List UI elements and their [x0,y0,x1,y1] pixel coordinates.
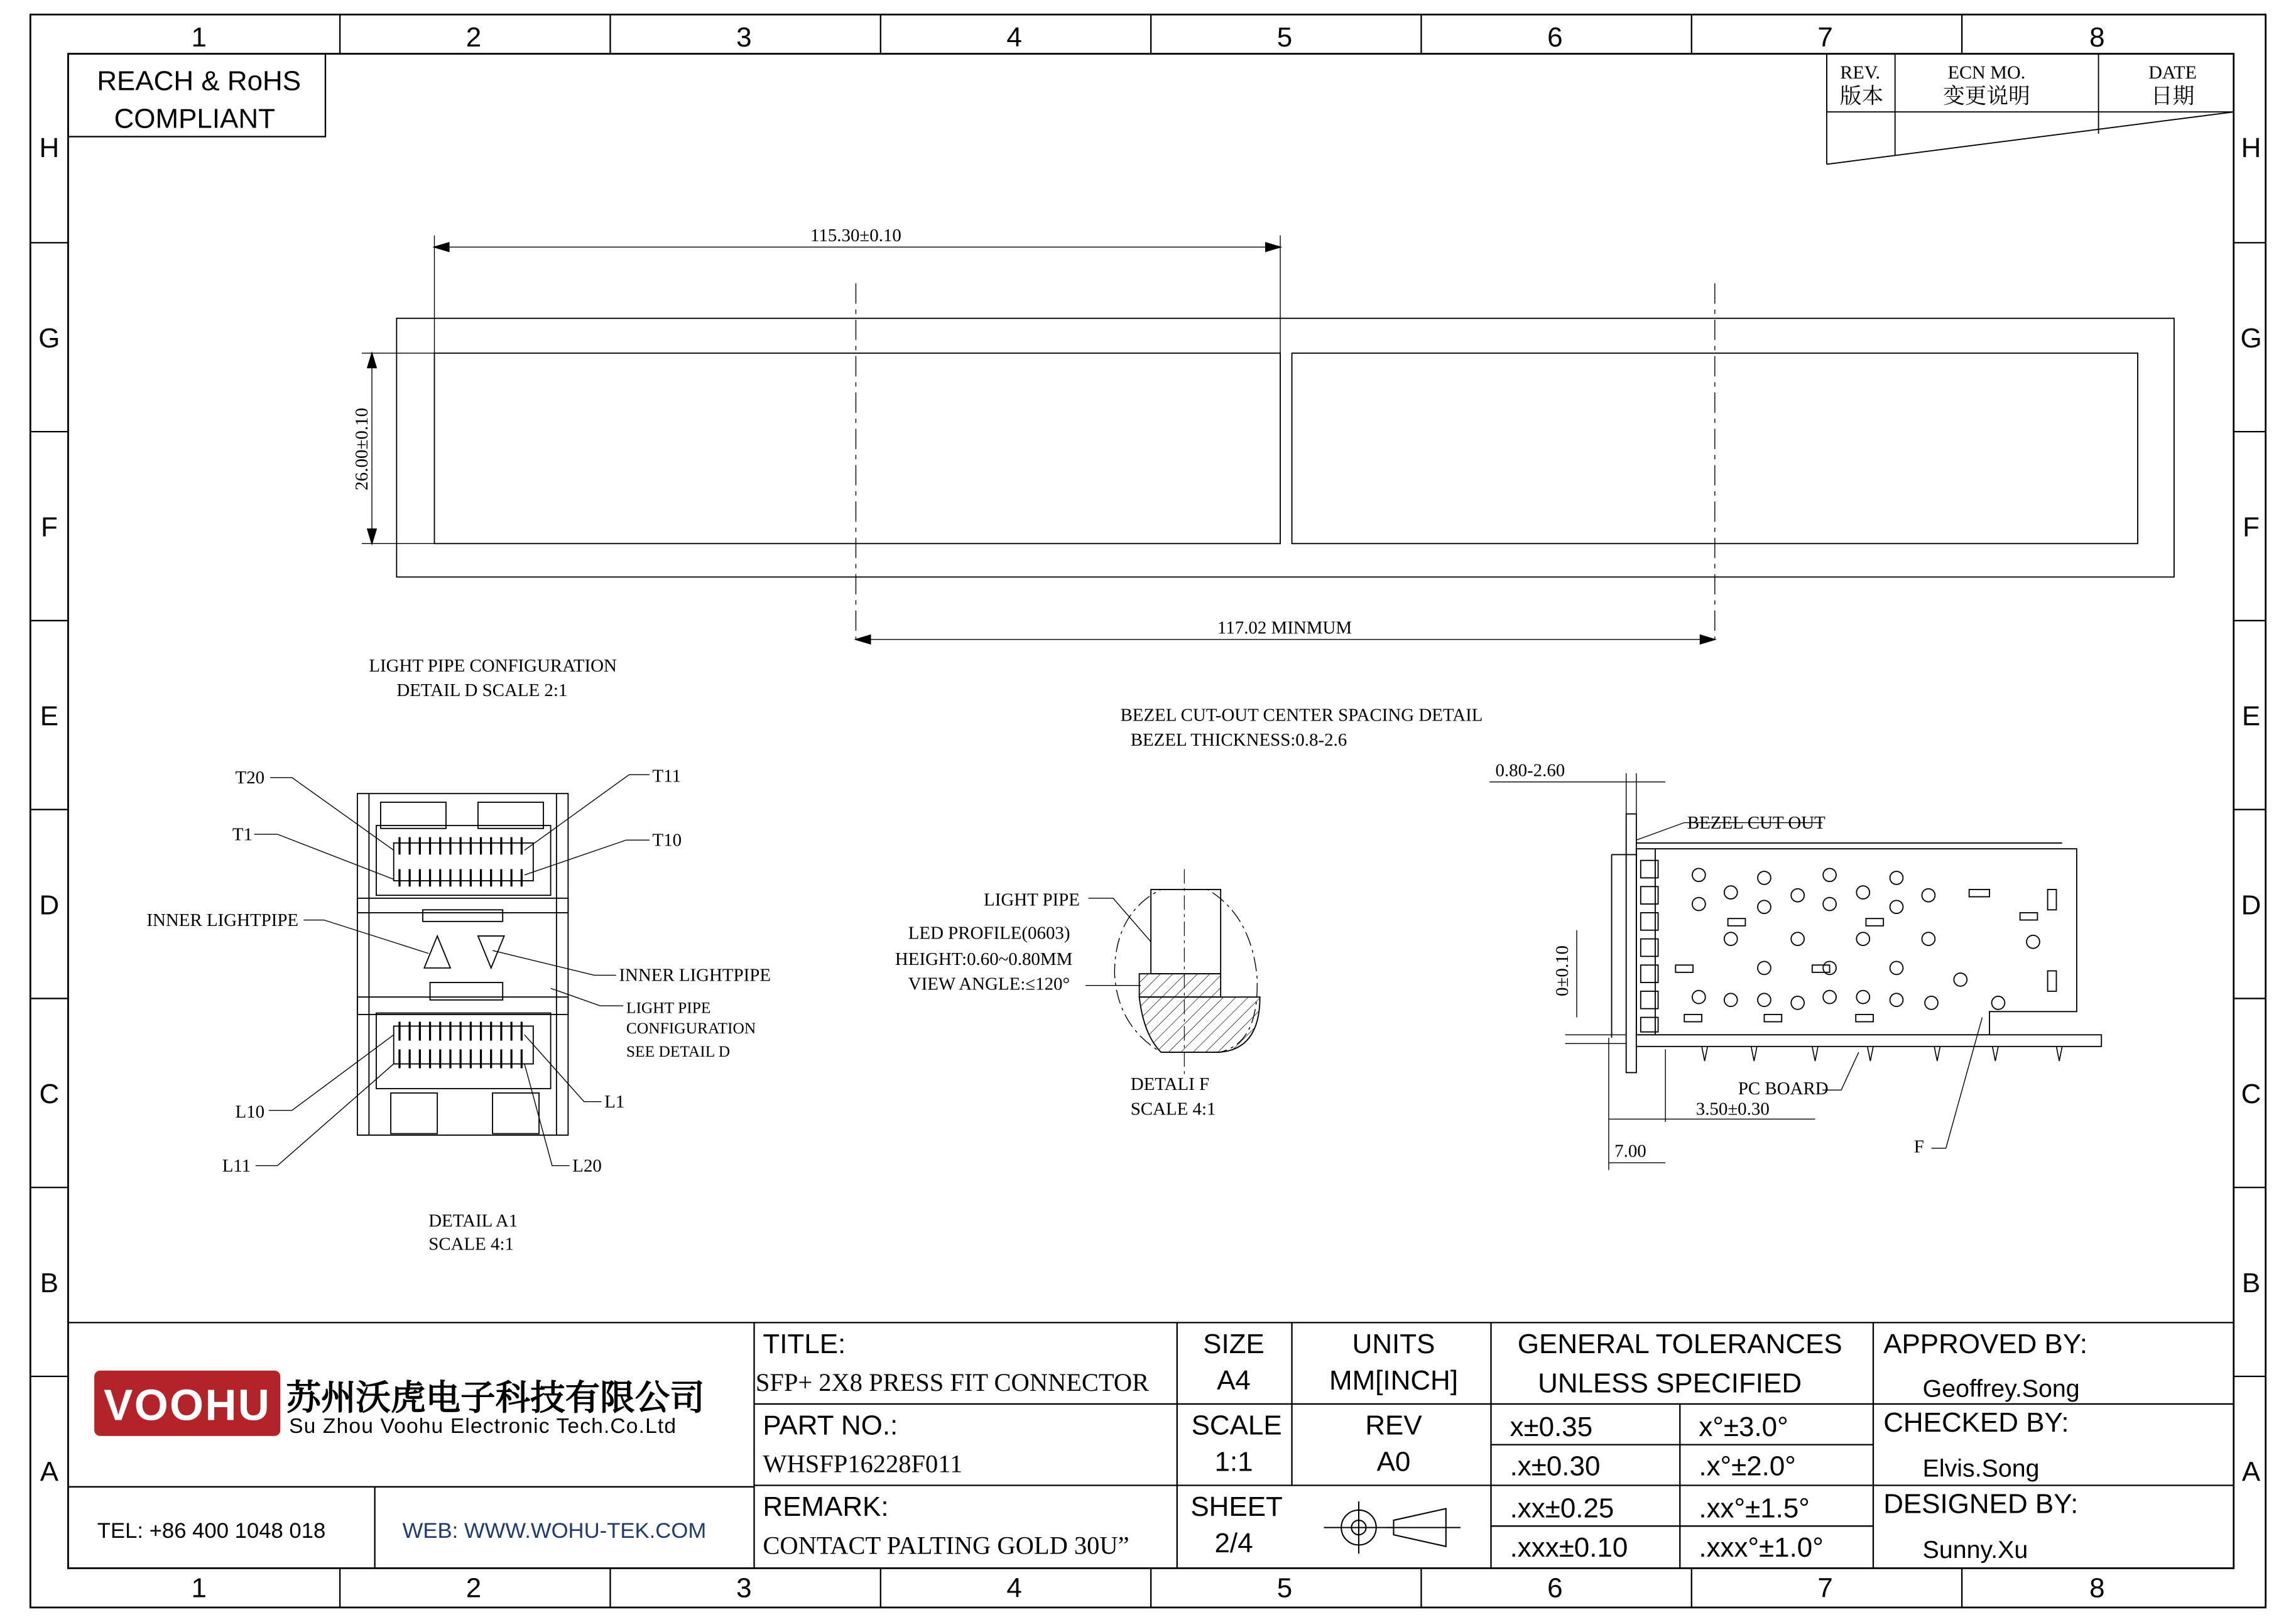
detail-f-height: HEIGHT:0.60~0.80MM [895,949,1073,970]
row-label-H-right: H [2241,132,2261,163]
side-f-label: F [1913,1136,1924,1157]
side-dim-350: 3.50±0.30 [1695,1099,1770,1119]
col-label-6-top: 6 [1547,22,1563,53]
col-label-4-bottom: 4 [1006,1572,1022,1604]
label-l20: L20 [572,1155,602,1176]
col-label-7-top: 7 [1817,22,1833,53]
company-logo [94,1371,280,1436]
units-label: UNITS [1352,1328,1435,1359]
row-label-E-right: E [2241,700,2261,732]
label-l11: L11 [222,1155,251,1176]
approved-value: Geoffrey.Song [1922,1374,2080,1403]
label-t10: T10 [652,830,682,851]
tolerance-title-1: GENERAL TOLERANCES [1517,1328,1842,1359]
sheet-label: SHEET [1190,1491,1283,1523]
rev-label-en: REV. [1840,61,1881,83]
col-label-7-bottom: 7 [1817,1572,1833,1604]
row-label-A-left: A [40,1456,59,1488]
detail-d-scale: DETAIL D SCALE 2:1 [396,680,568,701]
detail-f-title: DETALI F [1130,1074,1210,1095]
row-label-G-left: G [38,322,60,354]
detail-f-light-pipe: LIGHT PIPE [984,890,1080,910]
units-value: MM[INCH] [1329,1364,1459,1396]
label-lightpipe-config-1: LIGHT PIPE [626,998,711,1017]
remark-value: CONTACT PALTING GOLD 30U” [763,1531,1129,1560]
projection-symbol-icon [1324,1501,1460,1554]
remark-label: REMARK: [763,1491,889,1523]
part-label: PART NO.: [763,1410,898,1441]
row-label-C-left: C [39,1079,60,1110]
detail-f-led-profile: LED PROFILE(0603) [908,923,1070,944]
detail-a1-drawing [254,775,650,1165]
bezel-spacing-dim: 117.02 MINMUM [1217,618,1352,638]
label-t11: T11 [652,766,682,787]
tolerance-x-deg: x°±3.0° [1699,1411,1788,1442]
col-label-6-bottom: 6 [1547,1572,1563,1604]
rev-label-cn: 版本 [1839,84,1884,109]
col-label-3-bottom: 3 [736,1572,752,1604]
company-web: WEB: WWW.WOHU-TEK.COM [402,1518,707,1543]
row-label-F-left: F [40,511,58,543]
compliance-line-2: COMPLIANT [114,103,275,134]
date-label-cn: 日期 [2150,84,2195,109]
label-l1: L1 [604,1091,625,1112]
tolerance-xxx: .xxx±0.10 [1510,1532,1628,1563]
row-label-D-left: D [39,890,60,921]
detail-f-drawing [1085,869,1260,1076]
row-label-E-left: E [40,700,59,732]
side-dim-700: 7.00 [1614,1141,1646,1162]
bezel-view [362,236,2174,644]
bezel-title: BEZEL CUT-OUT CENTER SPACING DETAIL [1120,705,1483,726]
tolerance-xx: .xx±0.25 [1510,1493,1614,1524]
company-tel: TEL: +86 400 1048 018 [97,1518,326,1543]
size-label: SIZE [1203,1328,1265,1359]
bezel-thickness: BEZEL THICKNESS:0.8-2.6 [1130,729,1347,750]
compliance-line-1: REACH & RoHS [97,65,302,97]
detail-a1-scale: SCALE 4:1 [428,1234,514,1255]
scale-value: 1:1 [1214,1446,1253,1478]
row-label-G-right: G [2240,322,2262,354]
row-label-F-right: F [2243,511,2260,543]
ecn-label-en: ECN MO. [1947,61,2026,83]
tolerance-title-2: UNLESS SPECIFIED [1538,1368,1802,1399]
col-label-2-bottom: 2 [465,1572,482,1604]
label-lightpipe-config-2: CONFIGURATION [626,1018,756,1037]
label-inner-lightpipe-left: INNER LIGHTPIPE [146,910,299,930]
label-inner-lightpipe-right: INNER LIGHTPIPE [619,965,771,986]
detail-f-view-angle: VIEW ANGLE:≤120° [908,974,1070,994]
col-label-5-bottom: 5 [1276,1572,1293,1604]
row-label-C-right: C [2241,1079,2261,1110]
detail-a1-title: DETAIL A1 [428,1211,518,1231]
date-label-en: DATE [2148,61,2197,83]
company-name-en: Su Zhou Voohu Electronic Tech.Co.Ltd [289,1415,677,1439]
label-t20: T20 [235,768,265,788]
row-label-B-left: B [40,1267,59,1298]
checked-value: Elvis.Song [1922,1454,2040,1483]
part-value: WHSFP16228F011 [763,1449,963,1478]
col-label-8-top: 8 [2089,22,2105,53]
col-label-5-top: 5 [1276,22,1293,53]
col-label-4-top: 4 [1006,22,1022,53]
side-pc-board: PC BOARD [1738,1079,1829,1099]
company-name-cn: 苏州沃虎电子科技有限公司 [286,1378,705,1418]
col-label-8-bottom: 8 [2089,1572,2105,1604]
side-zero-tol: 0±0.10 [1552,945,1573,996]
ecn-label-cn: 变更说明 [1943,84,2030,109]
label-lightpipe-config-3: SEE DETAIL D [626,1042,731,1061]
rev-value: A0 [1376,1446,1411,1478]
bezel-cutout-left [435,353,1281,543]
col-label-2-top: 2 [465,22,482,53]
title-label: TITLE: [763,1328,846,1359]
tolerance-xxx-deg: .xxx°±1.0° [1699,1532,1824,1563]
scale-label: SCALE [1191,1410,1282,1441]
tolerance-dot-x-deg: .x°±2.0° [1699,1451,1796,1482]
col-label-1-bottom: 1 [191,1572,207,1604]
title-block-frame [68,1322,2233,1568]
bezel-width-dim: 115.30±0.10 [810,226,901,246]
label-t1: T1 [232,824,253,845]
row-label-D-right: D [2241,890,2261,921]
checked-label: CHECKED BY: [1883,1407,2069,1438]
sheet-value: 2/4 [1214,1527,1253,1559]
tolerance-x: x±0.35 [1510,1411,1593,1442]
row-label-H-left: H [39,132,60,163]
label-l10: L10 [235,1102,265,1123]
logo-text: VOOHU [104,1380,271,1430]
designed-value: Sunny.Xu [1922,1536,2028,1564]
detail-f-scale: SCALE 4:1 [1130,1099,1216,1119]
rev-label: REV [1365,1410,1422,1441]
row-label-B-right: B [2241,1267,2261,1298]
bezel-outline [396,318,2174,577]
col-label-3-top: 3 [736,22,752,53]
title-value: SFP+ 2X8 PRESS FIT CONNECTOR [755,1368,1150,1397]
side-bezel-range: 0.80-2.60 [1495,760,1565,781]
tolerance-dot-x: .x±0.30 [1510,1451,1601,1482]
detail-d-title: LIGHT PIPE CONFIGURATION [369,655,617,676]
designed-label: DESIGNED BY: [1883,1488,2079,1520]
col-label-1-top: 1 [191,22,207,53]
size-value: A4 [1217,1364,1251,1396]
tolerance-xx-deg: .xx°±1.5° [1699,1493,1810,1524]
row-label-A-right: A [2241,1456,2261,1488]
side-bezel-cutout: BEZEL CUT OUT [1687,812,1825,833]
approved-label: APPROVED BY: [1883,1328,2087,1359]
bezel-height-dim: 26.00±0.10 [352,408,373,491]
compliance-box [68,54,325,137]
